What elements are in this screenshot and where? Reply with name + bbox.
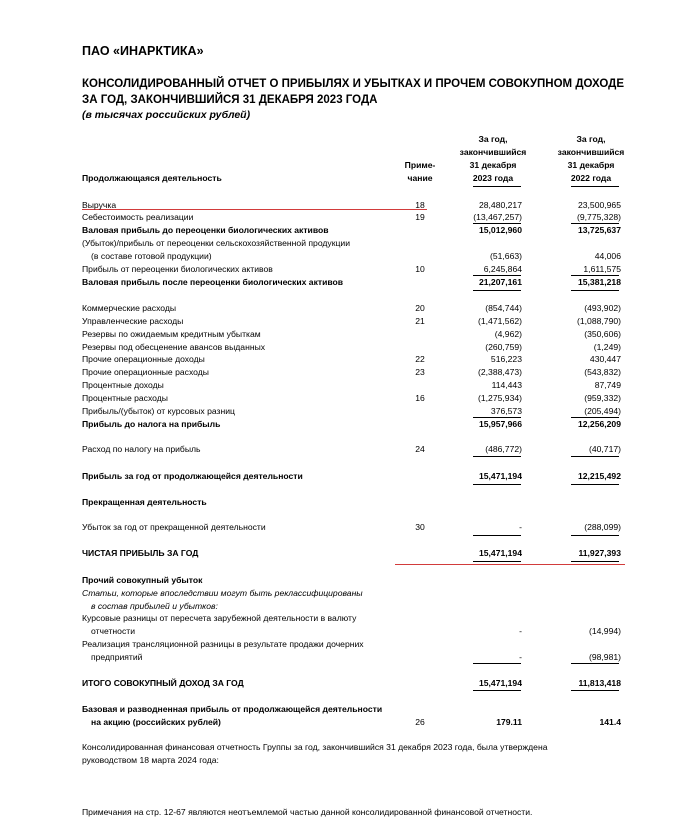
table-row: (Убыток)/прибыль от переоценки сельскохозяйственной продукции (82, 238, 351, 248)
table-row: Прибыль от переоценки биологических активов 10 6,245,864 1,611,575 (82, 264, 621, 274)
section-continuing-operations: Продолжающаяся деятельность (82, 173, 222, 183)
table-row: Прибыль до налога на прибыль 15,957,966 12,256,209 (82, 419, 621, 429)
table-row: Процентные доходы 114,443 87,749 (82, 380, 621, 390)
table-row: Прибыль за год от продолжающейся деятельности 15,471,194 12,215,492 (82, 471, 621, 481)
table-row: Прочие операционные доходы 22 516,223 430,447 (82, 354, 621, 364)
table-row: Выручка 18 28,480,217 23,500,965 (82, 200, 621, 210)
table-row: Прочий совокупный убыток (82, 575, 203, 585)
table-row: предприятий - (98,981) (91, 652, 621, 662)
table-row: Расход по налогу на прибыль 24 (486,772) (40,717) (82, 444, 621, 454)
table-row: на акцию (российских рублей) 26 179.11 141.4 (91, 717, 621, 727)
subtotal-line (473, 663, 521, 664)
total-line (473, 290, 521, 291)
table-row: Убыток за год от прекращенной деятельности 30 - (288,099) (82, 522, 621, 532)
subtotal-line (571, 456, 619, 457)
company-name: ПАО «ИНАРКТИКА» (82, 44, 204, 58)
table-row: Резервы под обесценение авансов выданных (260,759) (1,249) (82, 342, 621, 352)
table-row: в состав прибылей и убытков: (91, 601, 218, 611)
total-line (571, 561, 619, 562)
header-underline-2022 (571, 186, 619, 187)
table-row: Базовая и разводненная прибыль от продолжающейся деятельности (82, 704, 383, 714)
red-annotation-line-lower (395, 564, 625, 565)
year-2022-header: За год, закончившийся 31 декабря 2022 года (557, 134, 625, 183)
subtotal-line (473, 456, 521, 457)
table-row: Управленческие расходы 21 (1,471,562) (1,088,790) (82, 316, 621, 326)
total-line (473, 690, 521, 691)
statement-title-line2: ЗА ГОД, ЗАКОНЧИВШИЙСЯ 31 ДЕКАБРЯ 2023 ГОДА (82, 94, 378, 106)
total-line (473, 484, 521, 485)
table-row: Процентные расходы 16 (1,275,934) (959,332) (82, 393, 621, 403)
note-column-header: Приме- чание (404, 160, 436, 183)
table-row: Прибыль/(убыток) от курсовых разниц 376,573 (205,494) (82, 406, 621, 416)
total-line (571, 690, 619, 691)
footnote: Примечания на стр. 12-67 являются неотъемлемой частью данной консолидированной финансовой отчетности. (82, 807, 533, 817)
table-row: Коммерческие расходы 20 (854,744) (493,902) (82, 303, 621, 313)
total-line (571, 290, 619, 291)
year-2023-header: За год, закончившийся 31 декабря 2023 года (459, 134, 527, 183)
table-row: Реализация трансляционной разницы в результате продажи дочерних (82, 639, 364, 649)
table-row: Валовая прибыль после переоценки биологических активов 21,207,161 15,381,218 (82, 277, 621, 287)
header-underline-2023 (473, 186, 521, 187)
table-row: Прочие операционные расходы 23 (2,388,473) (543,832) (82, 367, 621, 377)
table-row: Статьи, которые впоследствии могут быть реклассифицированы (82, 588, 363, 598)
table-row: Прекращенная деятельность (82, 497, 207, 507)
subtotal-line (571, 535, 619, 536)
subtotal-line (473, 535, 521, 536)
table-row: Валовая прибыль до переоценки биологических активов 15,012,960 13,725,637 (82, 225, 621, 235)
table-row: Курсовые разницы от пересчета зарубежной деятельности в валюту (82, 613, 357, 623)
statement-title-line1: КОНСОЛИДИРОВАННЫЙ ОТЧЕТ О ПРИБЫЛЯХ И УБЫТКАХ И ПРОЧЕМ СОВОКУПНОМ ДОХОДЕ (82, 78, 625, 90)
units-caption: (в тысячах российских рублей) (82, 109, 251, 121)
table-row: отчетности - (14,994) (91, 626, 621, 636)
table-row: Себестоимость реализации 19 (13,467,257) (9,775,328) (82, 212, 621, 222)
total-line (473, 561, 521, 562)
table-row: ИТОГО СОВОКУПНЫЙ ДОХОД ЗА ГОД 15,471,194 11,813,418 (82, 678, 621, 688)
total-line (571, 484, 619, 485)
table-row: Резервы по ожидаемым кредитным убыткам (4,962) (350,606) (82, 329, 621, 339)
table-row: (в составе готовой продукции) (51,663) 44,006 (91, 251, 621, 261)
subtotal-line (571, 663, 619, 664)
table-row: ЧИСТАЯ ПРИБЫЛЬ ЗА ГОД 15,471,194 11,927,393 (82, 548, 621, 558)
approval-note: Консолидированная финансовая отчетность Группы за год, закончившийся 31 декабря 2023 года, была утверждена руководством 18 марта 2024 года: (82, 742, 548, 765)
